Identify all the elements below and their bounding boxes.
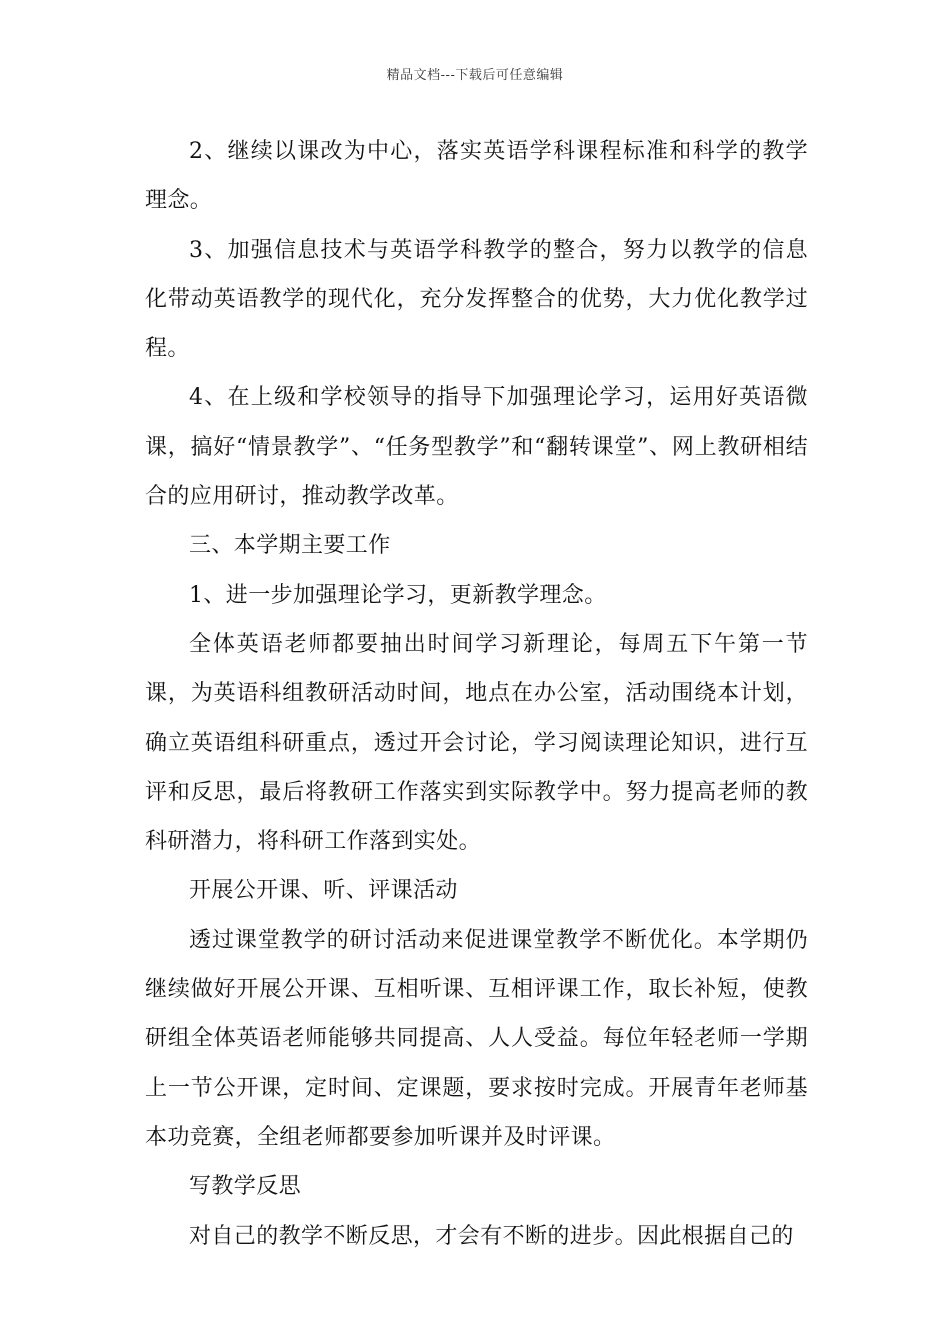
paragraph-open-class: 透过课堂教学的研讨活动来促进课堂教学不断优化。本学期仍继续做好开展公开课、互相听课、互相评课工作，取长补短，使教研组全体英语老师能够共同提高、人人受益。每位年轻老师一学期上一节公开课，定时间、定课题，要求按时完成。开展青年老师基本功竞赛，全组老师都要参加听课并及时评课。 [145,927,808,1150]
paragraph-item-3: 3、加强信息技术与英语学科教学的整合，努力以教学的信息化带动英语教学的现代化，充分发挥整合的优势，大力优化教学过程。 [145,237,808,362]
paragraph-theory-study: 全体英语老师都要抽出时间学习新理论，每周五下午第一节课，为英语科组教研活动时间，地点在办公室，活动围绕本计划，确立英语组科研重点，透过开会讨论，学习阅读理论知识，进行互评和反思，最后将教研工作落实到实际教学中。努力提高老师的教科研潜力，将科研工作落到实处。 [145,631,808,855]
paragraph-item-4: 4、在上级和学校领导的指导下加强理论学习，运用好英语微课，搞好“情景教学”、“任务型教学”和“翻转课堂”、网上教研相结合的应用研讨，推动教学改革。 [145,385,808,510]
subheading-theory-study: 1、进一步加强理论学习，更新教学理念。 [189,582,607,608]
document-body [145,127,808,1261]
paragraph-item-2: 2、继续以课改为中心，落实英语学科课程标准和科学的教学理念。 [145,139,808,214]
subheading-reflection: 写教学反思 [189,1174,302,1200]
section-heading: 三、本学期主要工作 [189,533,391,559]
page-header: 精品文档---下载后可任意编辑 [386,68,564,83]
subheading-open-class: 开展公开课、听、评课活动 [189,878,458,904]
paragraph-reflection: 对自己的教学不断反思，才会有不断的进步。因此根据自己的 [189,1223,794,1249]
